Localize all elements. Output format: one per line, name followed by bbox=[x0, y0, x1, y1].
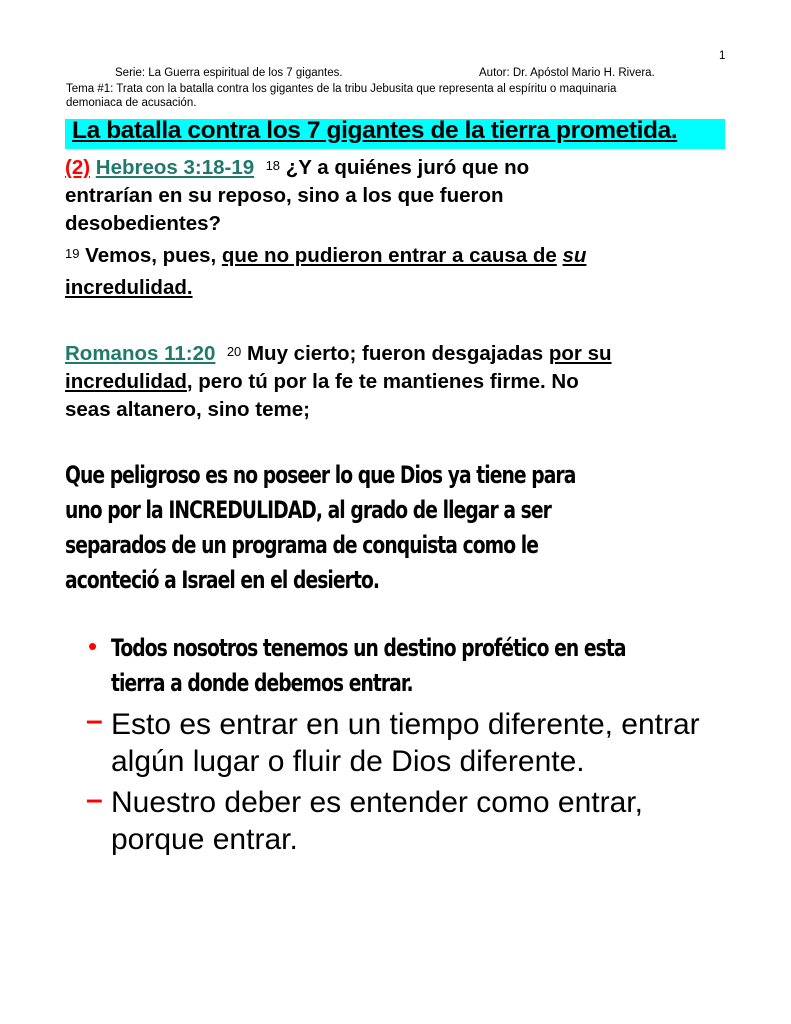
verse-number-20: 20 bbox=[226, 344, 242, 359]
bullet-line1: Todos nosotros tenemos un destino profético en esta bbox=[111, 634, 626, 662]
bullet-item bbox=[111, 631, 758, 701]
subpoint-item bbox=[111, 784, 751, 858]
romanos-text-b: por su bbox=[548, 342, 612, 365]
bullet-icon: • bbox=[88, 631, 98, 661]
bullet-line2: tierra a donde debemos entrar. bbox=[111, 669, 413, 697]
header-author: Autor: Dr. Apóstol Mario H. Rivera. bbox=[479, 67, 655, 79]
header-tema-line2: demoniaca de acusación. bbox=[66, 97, 197, 109]
hebreos-reference: Hebreos 3:18-19 bbox=[95, 156, 255, 179]
page-title: La batalla contra los 7 gigantes de la tierra prometida. bbox=[72, 117, 678, 144]
paragraph-line: separados de un programa de conquista como le bbox=[65, 531, 538, 559]
hebreos-text18-line3: desobedientes? bbox=[65, 212, 222, 235]
romanos-text-e: seas altanero, sino teme; bbox=[65, 398, 310, 421]
header-tema bbox=[66, 82, 726, 110]
romanos-text-d: , pero tú por la fe te mantienes firme. No bbox=[186, 370, 579, 393]
subpoint-line1: Nuestro deber es entender como entrar, bbox=[111, 786, 643, 819]
dash-icon: – bbox=[86, 704, 103, 737]
verse-number-19: 19 bbox=[65, 246, 80, 261]
header-tema-line1: Tema #1: Trata con la batalla contra los gigantes de la tribu Jebusita que representa al espíritu o maquinaria bbox=[66, 83, 617, 95]
point-number: (2) bbox=[65, 156, 91, 179]
hebreos-text19-a: Vemos, pues, bbox=[85, 244, 217, 267]
hebreos-text19-d: incredulidad. bbox=[65, 276, 193, 299]
subpoint-line1: Esto es entrar en un tiempo diferente, entrar bbox=[111, 708, 700, 741]
hebreos-block bbox=[65, 154, 745, 302]
dash-icon: – bbox=[86, 783, 103, 816]
romanos-text-c: incredulidad bbox=[65, 370, 187, 393]
verse-number-18: 18 bbox=[265, 158, 281, 173]
page-number: 1 bbox=[719, 50, 726, 62]
hebreos-text19-b: que no pudieron entrar a causa de bbox=[221, 244, 557, 267]
subpoint-item bbox=[111, 706, 751, 780]
romanos-text-a: Muy cierto; fueron desgajadas bbox=[246, 342, 544, 365]
main-paragraph bbox=[65, 458, 736, 598]
subpoint-line2: algún lugar o fluir de Dios diferente. bbox=[111, 745, 585, 778]
paragraph-line: Que peligroso es no poseer lo que Dios ya tiene para bbox=[65, 461, 576, 489]
hebreos-text18-line1: ¿Y a quiénes juró que no bbox=[285, 156, 530, 179]
romanos-reference: Romanos 11:20 bbox=[65, 342, 216, 365]
header-series: Serie: La Guerra espiritual de los 7 gigantes. bbox=[115, 67, 343, 79]
paragraph-line: uno por la INCREDULIDAD, al grado de llegar a ser bbox=[65, 496, 551, 524]
romanos-block bbox=[65, 340, 745, 424]
hebreos-text19-c: su bbox=[562, 244, 587, 267]
hebreos-text18-line2: entrarían en su reposo, sino a los que fueron bbox=[65, 184, 504, 207]
subpoint-line2: porque entrar. bbox=[111, 823, 298, 856]
paragraph-line: aconteció a Israel en el desierto. bbox=[65, 566, 380, 594]
